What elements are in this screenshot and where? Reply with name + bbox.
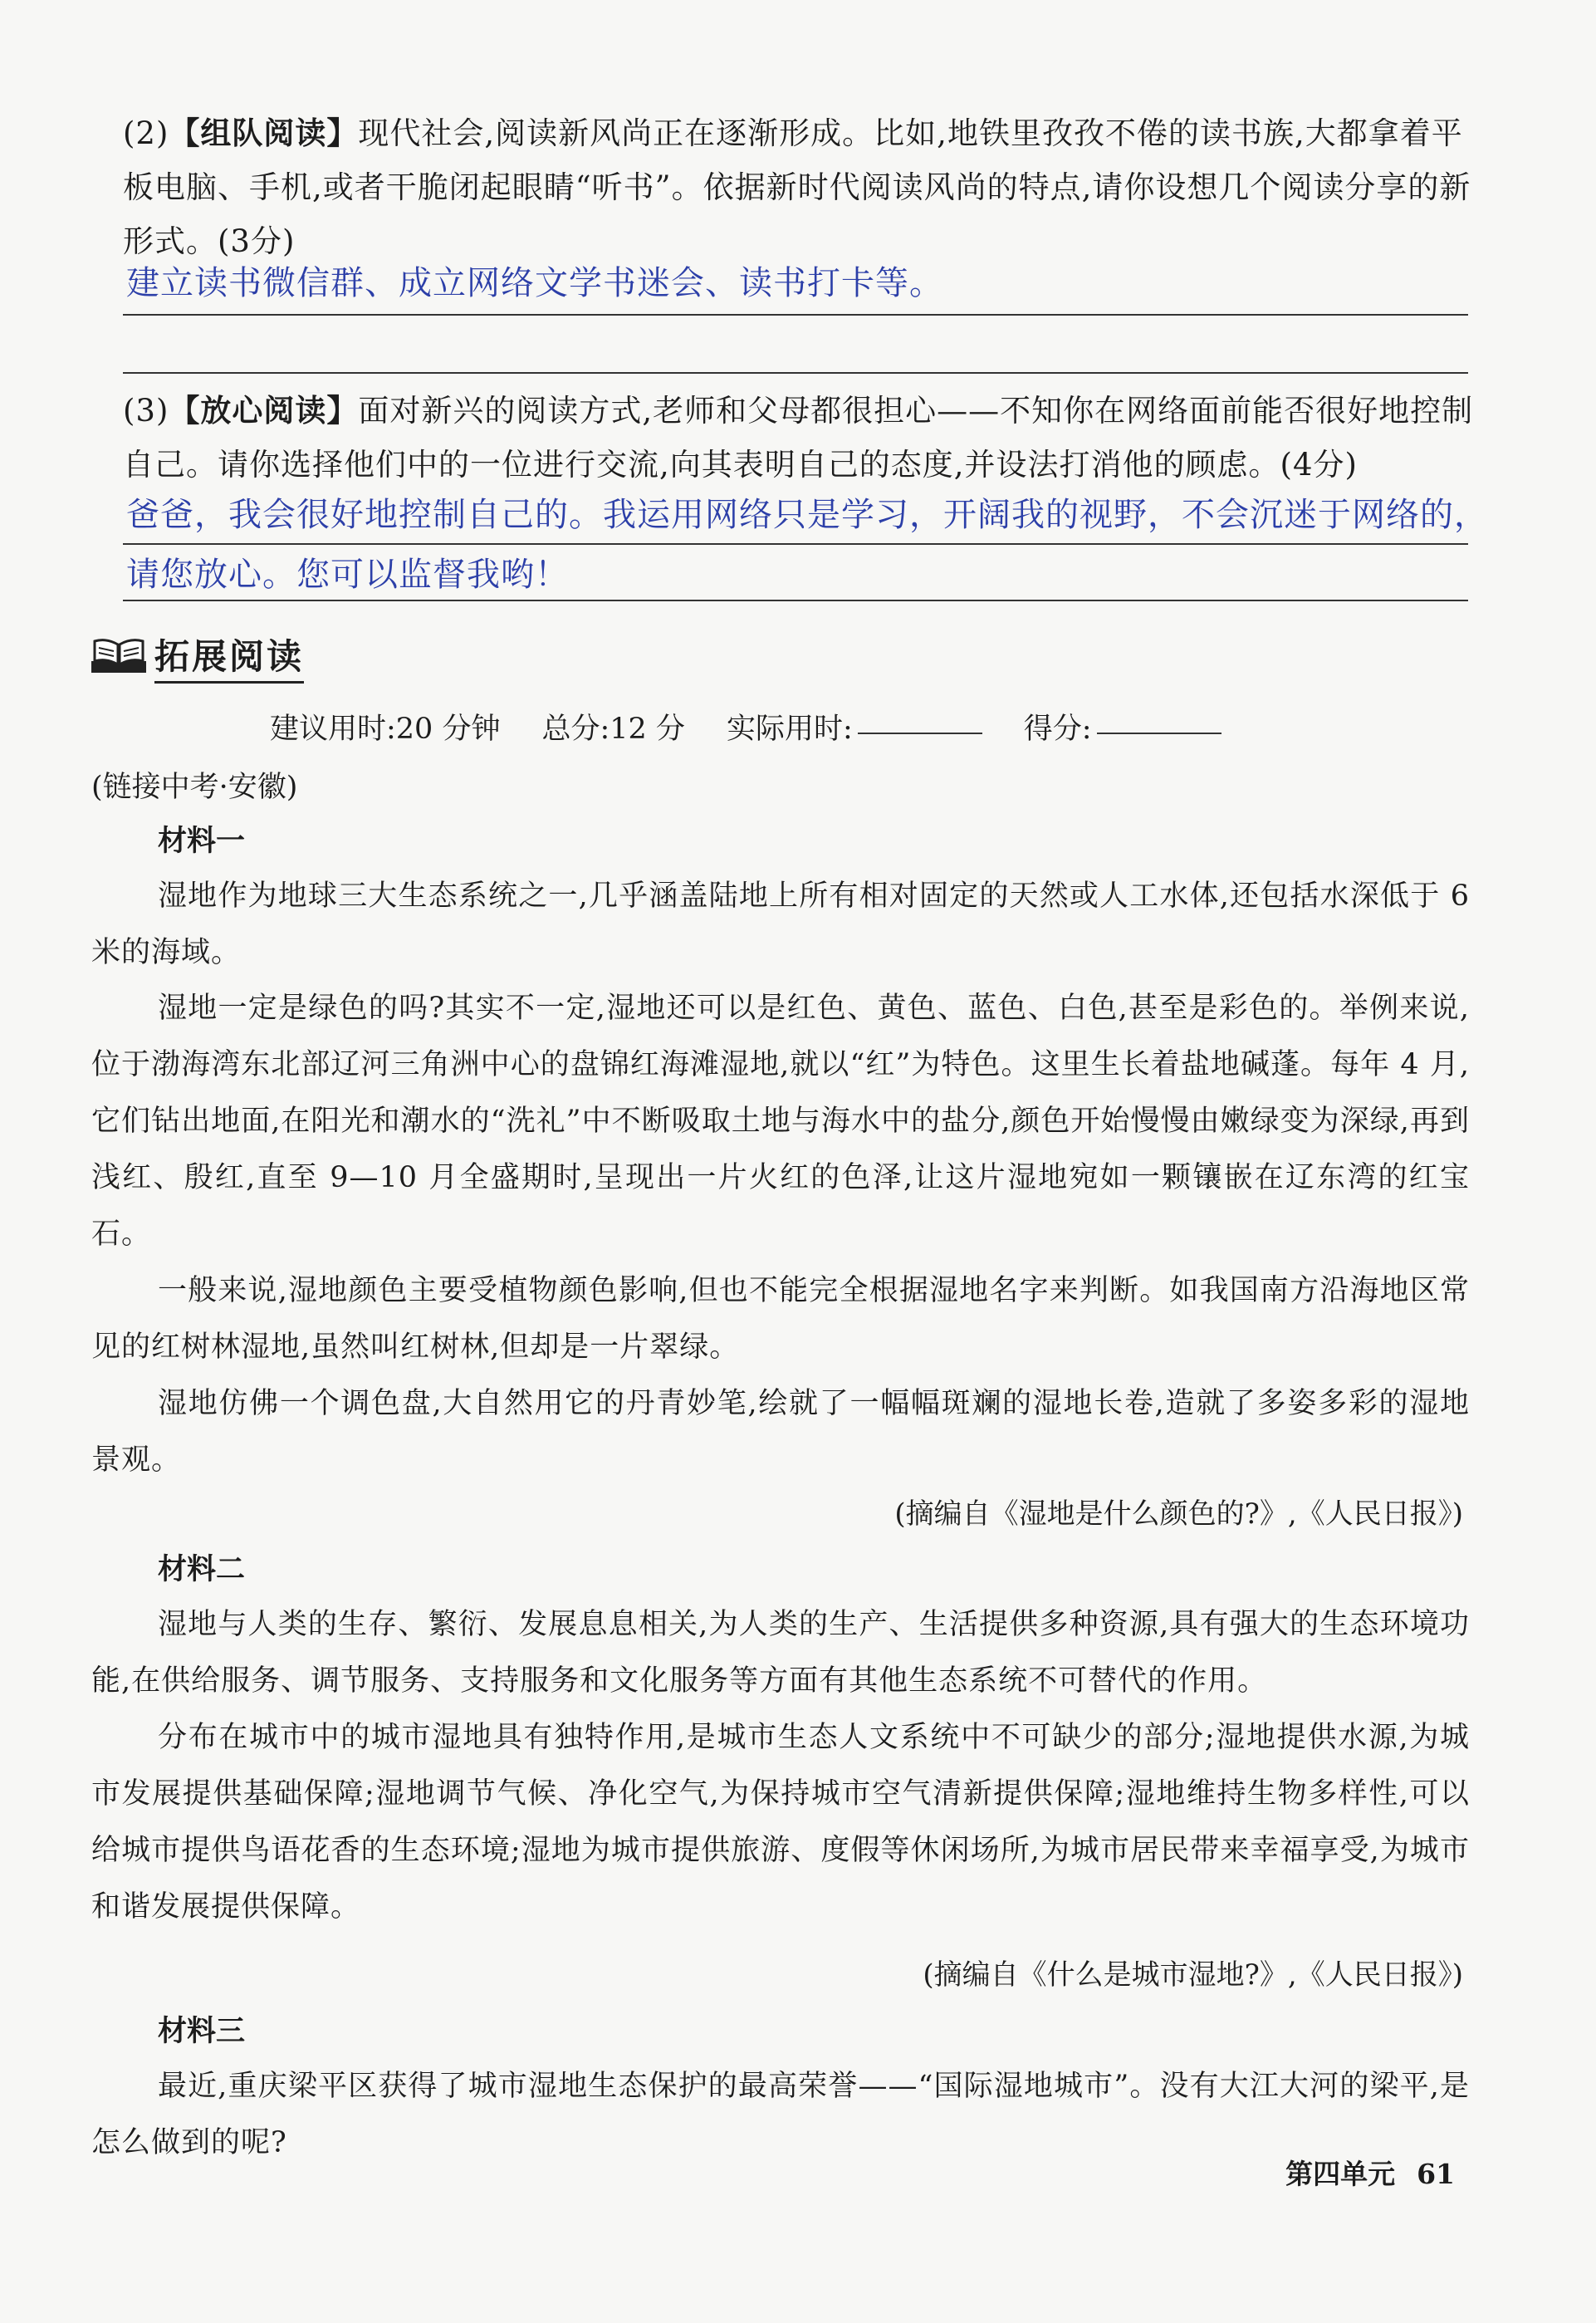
- page-footer: [1285, 2153, 1455, 2192]
- material-1-paragraph: 湿地仿佛一个调色盘,大自然用它的丹青妙笔,绘就了一幅幅斑斓的湿地长卷,造就了多姿多彩的湿地景观。: [91, 1387, 1470, 1477]
- material-2-citation: (摘编自《什么是城市湿地?》,《人民日报》): [923, 1958, 1463, 1992]
- material-1-paragraph: 湿地作为地球三大生态系统之一,几乎涵盖陆地上所有相对固定的天然或人工水体,还包括水深低于 6 米的海域。: [91, 880, 1470, 969]
- time-score-line: [270, 706, 1221, 747]
- material-2-paragraph: 湿地与人类的生存、繁衍、发展息息相关,为人类的生产、生活提供多种资源,具有强大的生态环境功能,在供给服务、调节服务、支持服务和文化服务等方面有其他生态系统不可替代的作用。: [91, 1608, 1470, 1698]
- question-2: [123, 106, 1485, 268]
- question-3-tag: 【放心阅读】: [169, 393, 359, 429]
- material-3-paragraph: 最近,重庆梁平区获得了城市湿地生态保护的最高荣誉——“国际湿地城市”。没有大江大河的梁平,是怎么做到的呢?: [91, 2070, 1470, 2159]
- question-2-tag: 【组队阅读】: [169, 115, 359, 151]
- material-1-title: 材料一: [158, 825, 246, 858]
- section-heading: [91, 631, 304, 681]
- question-3-label: (3): [123, 393, 169, 429]
- question-3: [123, 384, 1485, 492]
- exam-source: (链接中考·安徽): [91, 771, 298, 804]
- material-1-paragraph: 一般来说,湿地颜色主要受植物颜色影响,但也不能完全根据湿地名字来判断。如我国南方沿海地区常见的红树林湿地,虽然叫红树林,但却是一片翠绿。: [91, 1274, 1470, 1364]
- answer-line: [123, 372, 1468, 374]
- actual-time-label: 实际用时:: [726, 713, 853, 746]
- material-2-paragraph: 分布在城市中的城市湿地具有独特作用,是城市生态人文系统中不可缺少的部分;湿地提供水源,为城市发展提供基础保障;湿地调节气候、净化空气,为保持城市空气清新提供保障;湿地维持生物多样性,可以给城市提供鸟语花香的生态环境;湿地为城市提供旅游、度假等休闲场所,为城市居民带来幸福享受,为城市和谐发展提供保障。: [91, 1721, 1470, 1924]
- question-2-answer: 建立读书微信群、成立网络文学书迷会、读书打卡等。: [126, 264, 943, 302]
- unit-label: 第四单元: [1285, 2158, 1396, 2190]
- score-blank[interactable]: [1097, 706, 1221, 734]
- score-label: 得分:: [1023, 713, 1092, 746]
- answer-line: [123, 314, 1468, 316]
- question-3-answer: 爸爸，我会很好地控制自己的。我运用网络只是学习，开阔我的视野，不会沉迷于网络的，请您放心。您可以监督我哟！: [126, 496, 1488, 594]
- page-number: 61: [1417, 2158, 1455, 2190]
- open-book-icon: [91, 636, 146, 676]
- section-title: 拓展阅读: [154, 630, 304, 684]
- actual-time-blank[interactable]: [858, 706, 982, 734]
- answer-line: [123, 600, 1468, 601]
- material-1-paragraph: 湿地一定是绿色的吗?其实不一定,湿地还可以是红色、黄色、蓝色、白色,甚至是彩色的。举例来说,位于渤海湾东北部辽河三角洲中心的盘锦红海滩湿地,就以“红”为特色。这里生长着盐地碱蓬。每年 4 月,它们钻出地面,在阳光和潮水的“洗礼”中不断吸取土地与海水中的盐分,颜色开始慢慢由嫩绿变为深绿,再到浅红、殷红,直至 9—10 月全盛期时,呈现出一片火红的色泽,让这片湿地宛如一颗镶嵌在辽东湾的红宝石。: [91, 992, 1470, 1251]
- material-3-title: 材料三: [158, 2015, 246, 2048]
- question-2-text: 现代社会,阅读新风尚正在逐渐形成。比如,地铁里孜孜不倦的读书族,大都拿着平板电脑、手机,或者干脆闭起眼睛“听书”。依据新时代阅读风尚的特点,请你设想几个阅读分享的新形式。(3分): [123, 115, 1471, 259]
- question-3-text: 面对新兴的阅读方式,老师和父母都很担心——不知你在网络面前能否很好地控制自己。请你选择他们中的一位进行交流,向其表明自己的态度,并设法打消他的顾虑。(4分): [123, 393, 1474, 483]
- material-1-citation: (摘编自《湿地是什么颜色的?》,《人民日报》): [894, 1497, 1463, 1531]
- answer-line: [123, 543, 1468, 545]
- suggested-time: 建议用时:20 分钟: [270, 713, 501, 746]
- question-2-label: (2): [123, 115, 169, 151]
- total-score: 总分:12 分: [541, 713, 685, 746]
- material-2-title: 材料二: [158, 1553, 246, 1586]
